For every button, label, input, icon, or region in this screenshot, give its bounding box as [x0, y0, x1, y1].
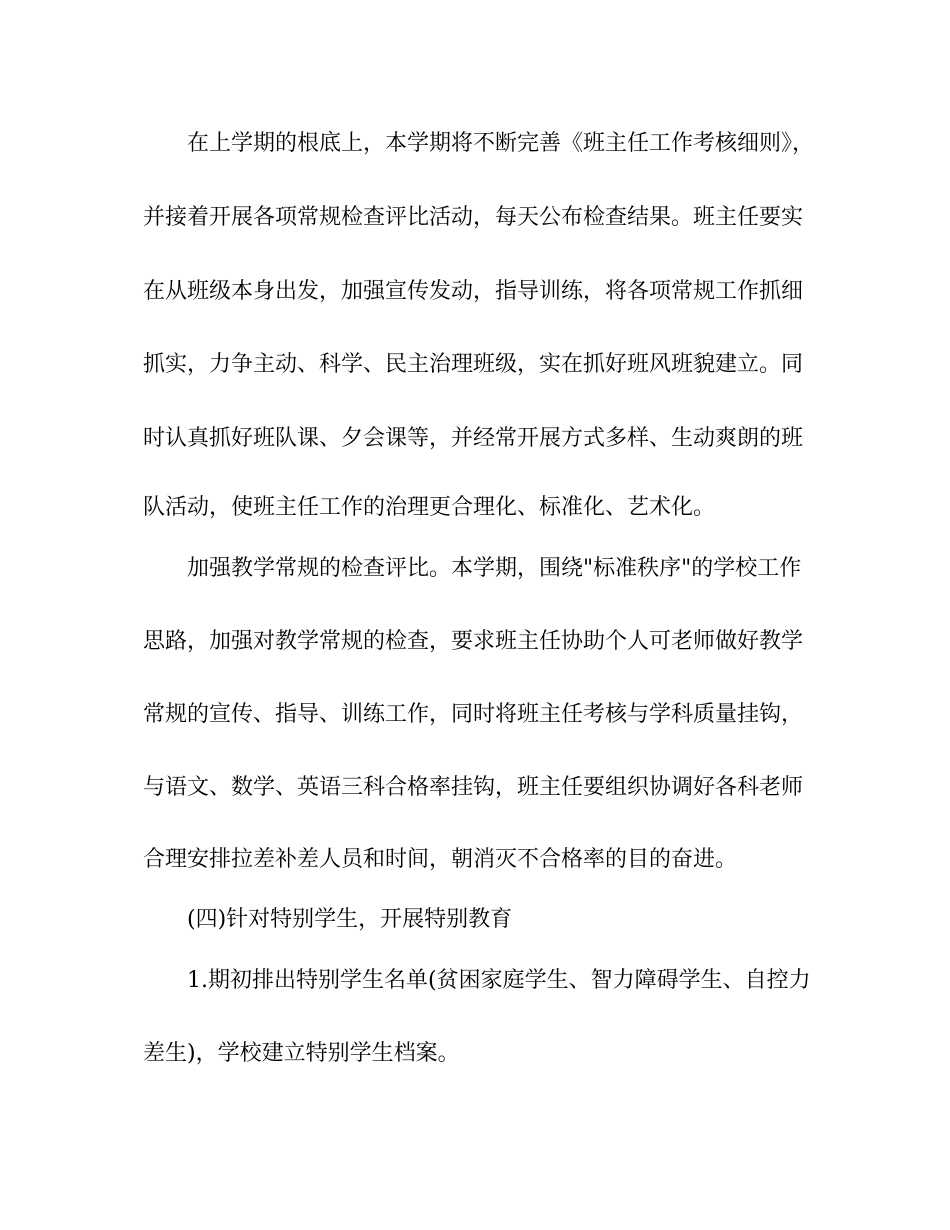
paragraph-2-line-5: 合理安排拉差补差人员和时间，朝消灭不合格率的目的奋进。 — [143, 847, 738, 872]
list-item-1-line-2: 差生)，学校建立特别学生档案。 — [143, 1041, 460, 1066]
paragraph-1-line-3: 在从班级本身出发，加强宣传发动，指导训练，将各项常规工作抓细 — [143, 279, 804, 304]
list-item-1-line-1: 1.期初排出特别学生名单(贫困家庭学生、智力障碍学生、自控力 — [187, 968, 811, 993]
paragraph-2-line-3: 常规的宣传、指导、训练工作，同时将班主任考核与学科质量挂钩， — [143, 702, 804, 727]
paragraph-1-line-5: 时认真抓好班队课、夕会课等，并经常开展方式多样、生动爽朗的班 — [143, 426, 804, 451]
paragraph-1-line-2: 并接着开展各项常规检查评比活动，每天公布检查结果。班主任要实 — [143, 205, 804, 230]
paragraph-1-line-1: 在上学期的根底上，本学期将不断完善《班主任工作考核细则》， — [187, 131, 815, 156]
paragraph-1-line-6: 队活动，使班主任工作的治理更合理化、标准化、艺术化。 — [143, 495, 716, 520]
paragraph-2-line-1: 加强教学常规的检查评比。本学期，围绕"标准秩序"的学校工作 — [187, 556, 802, 581]
paragraph-2-line-2: 思路，加强对教学常规的检查，要求班主任协助个人可老师做好教学 — [143, 629, 804, 654]
paragraph-1-line-4: 抓实，力争主动、科学、民主治理班级，实在抓好班风班貌建立。同 — [143, 352, 804, 377]
section-heading: (四)针对特别学生，开展特别教育 — [187, 907, 513, 932]
paragraph-2-line-4: 与语文、数学、英语三科合格率挂钩，班主任要组织协调好各科老师 — [143, 775, 804, 800]
